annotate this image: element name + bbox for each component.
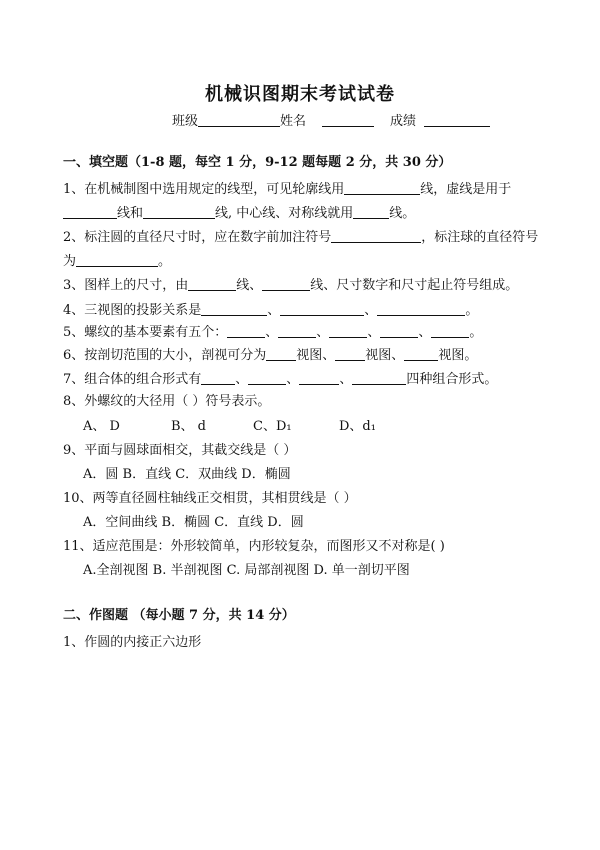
blank-q5-5[interactable]	[431, 324, 469, 338]
blank-q3-1[interactable]	[188, 277, 236, 291]
class-field[interactable]	[198, 112, 280, 127]
score-field[interactable]	[424, 112, 490, 127]
blank-q6-1[interactable]	[266, 347, 296, 361]
blank-q5-1[interactable]	[227, 324, 265, 338]
blank-q1-4[interactable]	[353, 205, 389, 219]
question-9-options[interactable]: A．圆 B．直线 C．双曲线 D．椭圆	[83, 467, 291, 482]
blank-q2-2[interactable]	[76, 253, 158, 267]
question-2-line2: 为 。	[63, 254, 172, 269]
student-info-row	[172, 110, 490, 129]
question-3: 3、图样上的尺寸，由 线、 线、尺寸数字和尺寸起止符号组成。	[63, 278, 519, 293]
blank-q4-3[interactable]	[377, 302, 465, 316]
section1-heading: 一、填空题（1-8 题，每空 1 分，9-12 题每题 2 分，共 30 分）	[63, 155, 452, 170]
section2-heading: 二、作图题 （每小题 7 分，共 14 分）	[63, 608, 295, 623]
class-label: 班级	[172, 114, 199, 129]
question-10-options[interactable]: A．空间曲线 B．椭圆 C．直线 D．圆	[83, 515, 304, 530]
question-5: 5、螺纹的基本要素有五个： 、 、 、 、 。	[63, 325, 483, 340]
blank-q1-1[interactable]	[344, 181, 420, 195]
blank-q5-2[interactable]	[278, 324, 316, 338]
blank-q7-2[interactable]	[248, 371, 286, 385]
option-a[interactable]: A、 D	[83, 419, 120, 434]
question-6: 6、按剖切范围的大小，剖视可分为 视图、 视图、 视图。	[63, 348, 478, 363]
question-1-line2: 线和 线, 中心线、对称线就用 线。	[63, 205, 415, 222]
page-title: 机械识图期末考试试卷	[205, 84, 395, 105]
question-8: 8、外螺纹的大径用（ ）符号表示。	[63, 394, 271, 409]
option-c[interactable]: C、D₁	[253, 419, 292, 434]
section2-question-1: 1、作圆的内接正六边形	[63, 635, 202, 650]
option-b[interactable]: B、 d	[171, 419, 207, 434]
score-label: 成绩	[390, 114, 417, 129]
question-4: 4、三视图的投影关系是 、 、 。	[63, 303, 479, 318]
blank-q5-3[interactable]	[329, 324, 367, 338]
question-1-line1: 1、在机械制图中选用规定的线型，可见轮廓线用 线，虚线是用于	[63, 182, 512, 197]
question-11-options[interactable]: A.全剖视图 B. 半剖视图 C. 局部剖视图 D. 单一剖切平图	[83, 563, 410, 578]
blank-q1-3[interactable]	[143, 205, 215, 219]
question-8-options	[83, 419, 376, 435]
option-d[interactable]: D、d₁	[339, 419, 376, 434]
question-9: 9、平面与圆球面相交，其截交线是（ ）	[63, 443, 297, 458]
name-label: 姓名	[280, 114, 307, 129]
question-10: 10、两等直径圆柱轴线正交相贯，其相贯线是（ ）	[63, 491, 357, 506]
blank-q6-2[interactable]	[335, 347, 365, 361]
blank-q4-2[interactable]	[280, 302, 364, 316]
blank-q6-3[interactable]	[404, 347, 438, 361]
blank-q7-3[interactable]	[299, 371, 339, 385]
blank-q7-4[interactable]	[352, 371, 406, 385]
question-7: 7、组合体的组合形式有 、 、 、 四种组合形式。	[63, 372, 498, 387]
name-field[interactable]	[322, 112, 374, 127]
blank-q3-2[interactable]	[262, 277, 310, 291]
blank-q4-1[interactable]	[201, 302, 267, 316]
blank-q2-1[interactable]	[331, 229, 421, 243]
blank-q7-1[interactable]	[201, 371, 235, 385]
question-2-line1: 2、标注圆的直径尺寸时，应在数字前加注符号 ，标注球的直径符号	[63, 230, 539, 245]
blank-q1-2[interactable]	[63, 205, 117, 219]
blank-q5-4[interactable]	[380, 324, 418, 338]
question-11: 11、适应范围是：外形较简单，内形较复杂，而图形又不对称是( )	[63, 539, 445, 554]
